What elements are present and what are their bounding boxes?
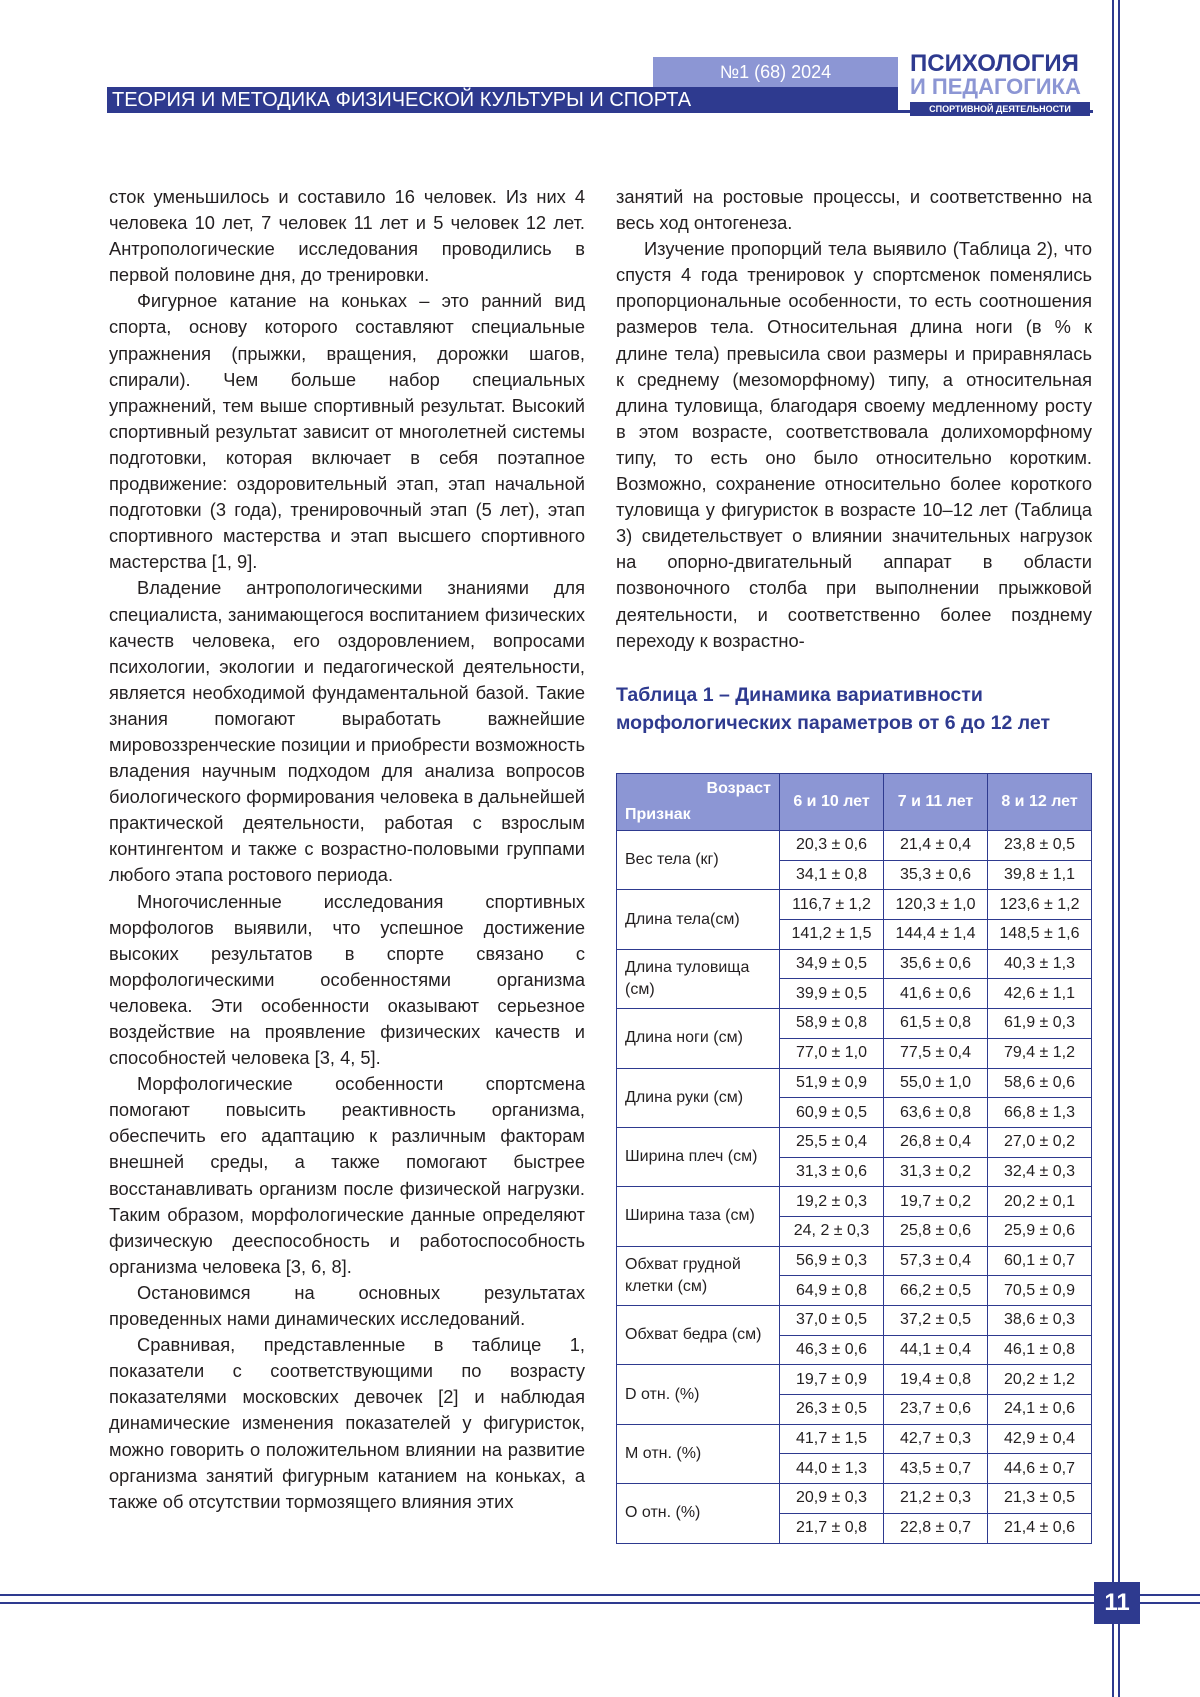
issue-number: №1 (68) 2024	[653, 57, 898, 87]
table-cell: 25,5 ± 0,4	[780, 1127, 884, 1157]
table-cell: 46,1 ± 0,8	[988, 1335, 1092, 1365]
row-label: Обхват бедра (см)	[617, 1306, 780, 1365]
journal-logo-line3: СПОРТИВНОЙ ДЕЯТЕЛЬНОСТИ	[910, 102, 1090, 116]
table-cell: 21,3 ± 0,5	[988, 1484, 1092, 1514]
table-row	[617, 831, 1092, 861]
table-cell: 77,0 ± 1,0	[780, 1038, 884, 1068]
table-cell: 144,4 ± 1,4	[884, 920, 988, 950]
table-cell: 120,3 ± 1,0	[884, 890, 988, 920]
frame-line	[0, 1602, 1094, 1604]
table-cell: 26,8 ± 0,4	[884, 1127, 988, 1157]
table-cell: 56,9 ± 0,3	[780, 1246, 884, 1276]
table-cell: 51,9 ± 0,9	[780, 1068, 884, 1098]
paragraph: Сравнивая, представленные в таблице 1, показатели с соответствующими по возрасту показателями московских девочек [2] и наблюдая динамические изменения показателей у фигуристок, можно говорить о положительном влиянии на развитие организма занятий фигурным катанием на коньках, а также об отсутствии тормозящего влияния этих	[109, 1334, 585, 1512]
table-row	[617, 1484, 1092, 1514]
corner-feature-label: Признак	[625, 806, 691, 823]
row-label: Длина ноги (см)	[617, 1009, 780, 1068]
table-cell: 37,0 ± 0,5	[780, 1306, 884, 1336]
table-header-row	[617, 774, 1092, 831]
column-header: 7 и 11 лет	[884, 774, 988, 831]
table-corner-header	[617, 774, 780, 831]
row-label: Ширина плеч (см)	[617, 1127, 780, 1186]
table-cell: 34,9 ± 0,5	[780, 949, 884, 979]
table-cell: 44,6 ± 0,7	[988, 1454, 1092, 1484]
table-cell: 24,1 ± 0,6	[988, 1395, 1092, 1425]
table-cell: 35,6 ± 0,6	[884, 949, 988, 979]
table-row	[617, 1306, 1092, 1336]
table-cell: 148,5 ± 1,6	[988, 920, 1092, 950]
column-header: 6 и 10 лет	[780, 774, 884, 831]
table-cell: 31,3 ± 0,6	[780, 1157, 884, 1187]
row-label: O отн. (%)	[617, 1484, 780, 1543]
row-label: Вес тела (кг)	[617, 831, 780, 890]
table-cell: 25,8 ± 0,6	[884, 1216, 988, 1246]
paragraph: Морфологические особенности спортсмена помогают повысить реактивность организма, обеспечить его адаптацию к различным факторам внешней среды, а также помогают быстрее восстанавливать организм после физической нагрузки. Таким образом, морфологические данные определяют физическую дееспособность и работоспособность организма человека [3, 6, 8].	[109, 1073, 585, 1277]
corner-age-label: Возраст	[706, 780, 771, 797]
table-cell: 37,2 ± 0,5	[884, 1306, 988, 1336]
table-cell: 43,5 ± 0,7	[884, 1454, 988, 1484]
table-cell: 141,2 ± 1,5	[780, 920, 884, 950]
paragraph: Владение антропологическими знаниями для специалиста, занимающегося воспитанием физических качеств человека, его оздоровлением, вопросами психологии, экологии и педагогической деятельности, является необходимой фундаментальной базой. Такие знания помогают выработать важнейшие мировоззренческие позиции и приобрести возможность владения научным подходом для анализа вопросов биологического формирования человека в дальнейшей практической деятельности, работая с взрослым контингентом и также с возрастно-половыми группами любого этапа ростового периода.	[109, 577, 585, 886]
table-cell: 63,6 ± 0,8	[884, 1098, 988, 1128]
column-header: 8 и 12 лет	[988, 774, 1092, 831]
table-row	[617, 1068, 1092, 1098]
table-cell: 32,4 ± 0,3	[988, 1157, 1092, 1187]
table-cell: 55,0 ± 1,0	[884, 1068, 988, 1098]
frame-line	[1140, 1594, 1200, 1596]
morphology-table	[616, 773, 1092, 1544]
rubric-title: ТЕОРИЯ И МЕТОДИКА ФИЗИЧЕСКОЙ КУЛЬТУРЫ И СПОРТА	[107, 87, 898, 113]
table-cell: 20,2 ± 1,2	[988, 1365, 1092, 1395]
table-cell: 79,4 ± 1,2	[988, 1038, 1092, 1068]
table-cell: 19,2 ± 0,3	[780, 1187, 884, 1217]
frame-line	[0, 1594, 1094, 1596]
table-cell: 42,6 ± 1,1	[988, 979, 1092, 1009]
table-cell: 40,3 ± 1,3	[988, 949, 1092, 979]
frame-line	[1118, 0, 1120, 1697]
table-title: Таблица 1 – Динамика вариативности морфологических параметров от 6 до 12 лет	[616, 684, 1051, 734]
table-row	[617, 1009, 1092, 1039]
table-cell: 58,6 ± 0,6	[988, 1068, 1092, 1098]
paragraph: Фигурное катание на коньках – это ранний вид спорта, основу которого составляют специальные упражнения (прыжки, вращения, дорожки шагов, спирали). Чем больше набор специальных упражнений, тем выше спортивный результат. Высокий спортивный результат зависит от многолетней системы подготовки, которая включает в себя поэтапное продвижение: оздоровительный этап, этап начальной подготовки (3 года), тренировочный этап (5 лет), этап спортивного мастерства и этап высшего спортивного мастерства [1, 9].	[109, 290, 585, 573]
table-cell: 39,8 ± 1,1	[988, 860, 1092, 890]
table-cell: 31,3 ± 0,2	[884, 1157, 988, 1187]
table-cell: 27,0 ± 0,2	[988, 1127, 1092, 1157]
left-text-column	[109, 184, 585, 1515]
table-cell: 58,9 ± 0,8	[780, 1009, 884, 1039]
table-cell: 21,4 ± 0,6	[988, 1513, 1092, 1543]
table-row	[617, 949, 1092, 979]
table-cell: 35,3 ± 0,6	[884, 860, 988, 890]
table-cell: 64,9 ± 0,8	[780, 1276, 884, 1306]
table-cell: 46,3 ± 0,6	[780, 1335, 884, 1365]
paragraph: Остановимся на основных результатах проведенных нами динамических исследований.	[109, 1281, 585, 1330]
paragraph: Многочисленные исследования спортивных морфологов выявили, что успешное достижение высоких результатов в спорте связано с морфологическими особенностями организма человека. Эти особенности оказывают серьезное воздействие на проявление физических качеств и способностей человека [3, 4, 5].	[109, 890, 585, 1069]
table-row	[617, 1424, 1092, 1454]
table-cell: 24, 2 ± 0,3	[780, 1216, 884, 1246]
table-cell: 20,9 ± 0,3	[780, 1484, 884, 1514]
paragraph: занятий на ростовые процессы, и соответственно на весь ход онтогенеза.	[616, 186, 1092, 234]
row-label: Длина руки (см)	[617, 1068, 780, 1127]
row-label: Ширина таза (см)	[617, 1187, 780, 1246]
table-cell: 41,7 ± 1,5	[780, 1424, 884, 1454]
table-cell: 61,9 ± 0,3	[988, 1009, 1092, 1039]
table-cell: 26,3 ± 0,5	[780, 1395, 884, 1425]
table-cell: 60,9 ± 0,5	[780, 1098, 884, 1128]
table-cell: 57,3 ± 0,4	[884, 1246, 988, 1276]
paragraph: сток уменьшилось и составило 16 человек. Из них 4 человека 10 лет, 7 человек 11 лет и 5 человек 12 лет. Антропологические исследования проводились в первой половине дня, до тренировки.	[109, 186, 585, 286]
table-cell: 20,3 ± 0,6	[780, 831, 884, 861]
table-cell: 123,6 ± 1,2	[988, 890, 1092, 920]
table-row	[617, 1187, 1092, 1217]
table-row	[617, 890, 1092, 920]
table-cell: 38,6 ± 0,3	[988, 1306, 1092, 1336]
table-cell: 44,1 ± 0,4	[884, 1335, 988, 1365]
frame-line	[1140, 1602, 1200, 1604]
journal-logo-line1: ПСИХОЛОГИЯ	[910, 50, 1079, 77]
row-label: Длина туловища (см)	[617, 949, 780, 1008]
paragraph: Изучение пропорций тела выявило (Таблица 2), что спустя 4 года тренировок у спортсменок поменялись пропорциональные особенности, то есть соотношения размеров тела. Относительная длина ноги (в % к длине тела) превысила свои размеры и приравнялась к среднему (мезоморфному) типу, а относительная длина туловища, благодаря своему медленному росту в этом возрасте, соответствовала долихоморфному типу, то есть оно было относительно коротким. Возможно, сохранение относительно более короткого туловища у фигуристок в возрасте 10–12 лет (Таблица 3) свидетельствует о влиянии значительных нагрузок на опорно-двигательный аппарат в области позвоночного столба при выполнении прыжковой деятельности, и соответственно более позднему переходу к возрастно-	[616, 238, 1092, 651]
frame-line	[1112, 0, 1114, 1697]
table-cell: 34,1 ± 0,8	[780, 860, 884, 890]
table-cell: 61,5 ± 0,8	[884, 1009, 988, 1039]
table-cell: 66,2 ± 0,5	[884, 1276, 988, 1306]
table-cell: 116,7 ± 1,2	[780, 890, 884, 920]
table-cell: 19,4 ± 0,8	[884, 1365, 988, 1395]
table-cell: 66,8 ± 1,3	[988, 1098, 1092, 1128]
table-cell: 60,1 ± 0,7	[988, 1246, 1092, 1276]
table-cell: 21,4 ± 0,4	[884, 831, 988, 861]
table-cell: 21,2 ± 0,3	[884, 1484, 988, 1514]
table-cell: 39,9 ± 0,5	[780, 979, 884, 1009]
row-label: M отн. (%)	[617, 1424, 780, 1483]
table-cell: 77,5 ± 0,4	[884, 1038, 988, 1068]
journal-logo-line2: И ПЕДАГОГИКА	[910, 74, 1081, 99]
table-cell: 42,7 ± 0,3	[884, 1424, 988, 1454]
row-label: Обхват грудной клетки (см)	[617, 1246, 780, 1305]
table-cell: 70,5 ± 0,9	[988, 1276, 1092, 1306]
table-cell: 19,7 ± 0,9	[780, 1365, 884, 1395]
right-text-column	[616, 184, 1092, 654]
table-row	[617, 1246, 1092, 1276]
table-cell: 20,2 ± 0,1	[988, 1187, 1092, 1217]
table-cell: 23,7 ± 0,6	[884, 1395, 988, 1425]
table-cell: 25,9 ± 0,6	[988, 1216, 1092, 1246]
row-label: Длина тела(см)	[617, 890, 780, 949]
table-cell: 44,0 ± 1,3	[780, 1454, 884, 1484]
table-row	[617, 1127, 1092, 1157]
table-cell: 22,8 ± 0,7	[884, 1513, 988, 1543]
table-cell: 41,6 ± 0,6	[884, 979, 988, 1009]
table-cell: 23,8 ± 0,5	[988, 831, 1092, 861]
table-cell: 19,7 ± 0,2	[884, 1187, 988, 1217]
table-cell: 21,7 ± 0,8	[780, 1513, 884, 1543]
page-number: 11	[1094, 1582, 1140, 1624]
table-cell: 42,9 ± 0,4	[988, 1424, 1092, 1454]
row-label: D отн. (%)	[617, 1365, 780, 1424]
table-row	[617, 1365, 1092, 1395]
